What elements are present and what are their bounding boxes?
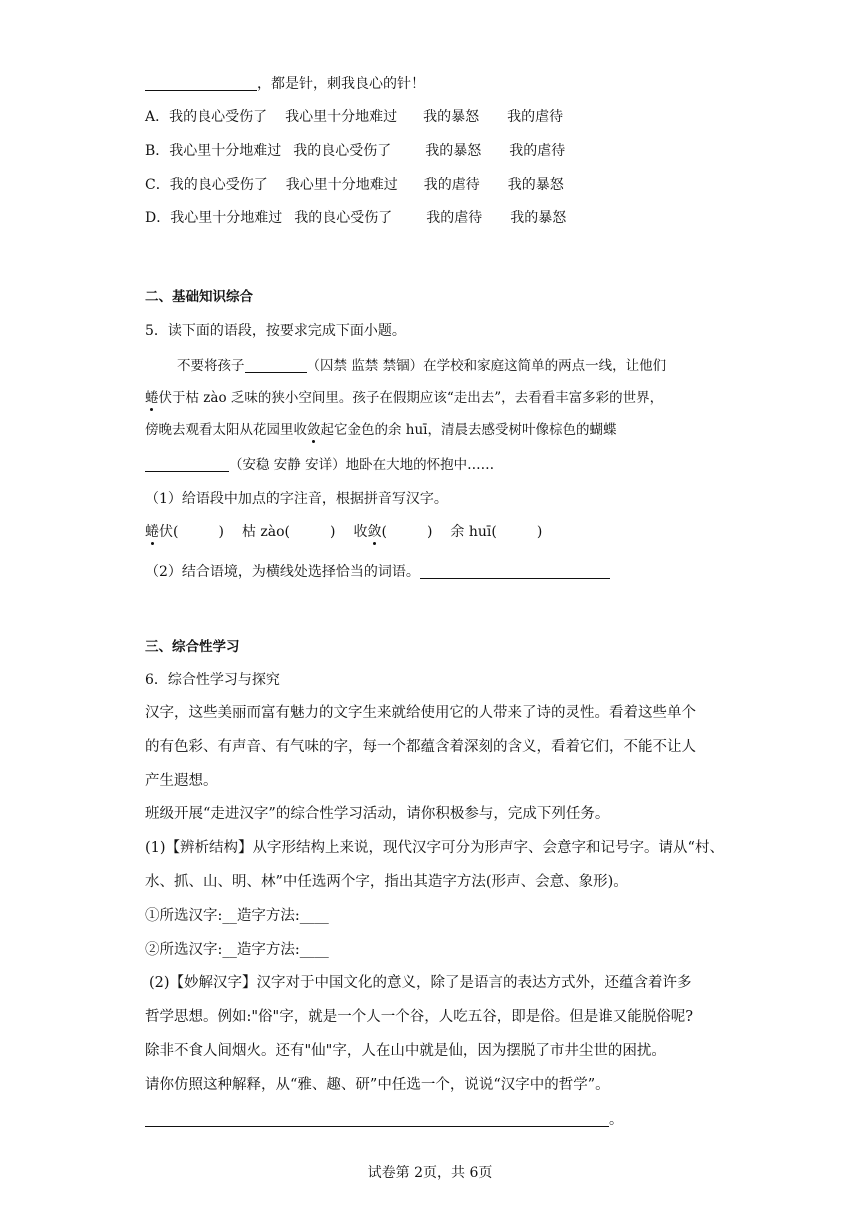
fill-close: ): [330, 524, 336, 540]
passage-text: （囚禁 监禁 禁锢）在学校和家庭这简单的两点一线，让他们: [306, 358, 667, 374]
option-c[interactable]: [145, 175, 564, 195]
section-2-title: 二、基础知识综合: [145, 289, 253, 305]
dotted-char: 敛: [307, 422, 321, 438]
option-item: 我的良心受伤了: [293, 143, 392, 159]
option-item: 我心里十分地难过: [285, 177, 398, 193]
option-item: 我的良心受伤了: [294, 210, 393, 226]
option-item: 我心里十分地难过: [285, 109, 398, 125]
option-item: 我的暴怒: [510, 210, 567, 226]
answer-1[interactable]: ①所选汉字:__造字方法:____: [145, 908, 329, 924]
q6-prompt: 6．综合性学习与探究: [145, 672, 280, 688]
option-item: 我的虐待: [426, 210, 483, 226]
q5-prompt: 5．读下面的语段，按要求完成下面小题。: [145, 323, 406, 339]
option-item: 我的虐待: [423, 177, 480, 193]
passage-blank-1[interactable]: [245, 358, 307, 373]
option-letter: D．: [145, 210, 171, 226]
passage-text: 不要将孩子: [177, 358, 245, 374]
option-item: 我的暴怒: [425, 143, 482, 159]
page-footer: 试卷第 2页，共 6页: [367, 1165, 493, 1181]
passage-line-4: [145, 455, 494, 475]
option-item: 我心里十分地难过: [170, 210, 283, 226]
passage-line-1: [177, 356, 666, 376]
sub-question-1: （1）给语段中加点的字注音，根据拼音写汉字。: [145, 491, 448, 507]
option-letter: B．: [145, 143, 170, 159]
option-item: 我的暴怒: [423, 109, 480, 125]
section-3-title: 三、综合性学习: [145, 639, 240, 655]
dotted-char: 敛: [367, 524, 382, 540]
option-item: 我心里十分地难过: [169, 143, 282, 159]
answer-blank[interactable]: [145, 76, 257, 91]
passage-text: 傍晚去观看太阳从花园里收: [145, 422, 307, 438]
fill-label: 收: [353, 524, 368, 540]
option-d[interactable]: [145, 208, 566, 228]
task-line: 班级开展“走进汉字”的综合性学习活动，请你积极参与，完成下列任务。: [145, 806, 610, 822]
intro-line-3: 产生遐想。: [145, 773, 218, 789]
task-1-line-2: 水、抓、山、明、林”中任选两个字，指出其造字方法(形声、会意、象形)。: [145, 874, 628, 890]
option-item: 我的暴怒: [507, 177, 564, 193]
task-2-line-2: 哲学思想。例如:"俗"字，就是一个人一个谷，人吃五谷，即是俗。但是谁又能脱俗呢?: [145, 1009, 693, 1025]
intro-line-1: 汉字，这些美丽而富有魅力的文字生来就给使用它的人带来了诗的灵性。看着这些单个: [145, 705, 696, 721]
option-b[interactable]: [145, 141, 565, 161]
intro-line-2: 的有色彩、有声音、有气味的字，每一个都蕴含着深刻的含义，看着它们，不能不让人: [145, 739, 696, 755]
option-item: 我的虐待: [509, 143, 566, 159]
option-a[interactable]: [145, 107, 563, 127]
q4-tail-text: ，都是针，刺我良心的针！: [257, 76, 425, 92]
answer-2[interactable]: ②所选汉字:__造字方法:____: [145, 942, 329, 958]
task-2-line-3: 除非不食人间烟火。还有"仙"字，人在山中就是仙，因为摆脱了市井尘世的困扰。: [145, 1043, 666, 1059]
option-item: 我的虐待: [507, 109, 564, 125]
pinyin-fill-line: [145, 522, 542, 542]
answer-blank[interactable]: [145, 1112, 609, 1127]
sub-question-2: [145, 562, 610, 582]
passage-line-2: [145, 388, 663, 408]
passage-text: 起它金色的余 huī，清晨去感受树叶像棕色的蝴蝶: [320, 422, 617, 438]
answer-blank[interactable]: [420, 564, 610, 579]
dotted-char: 蜷: [145, 390, 159, 406]
fill-close: ): [536, 524, 543, 540]
task-2-line-4: 请你仿照这种解释，从“雅、趣、研”中任选一个，说说“汉字中的哲学”。: [145, 1077, 610, 1093]
option-item: 我的良心受伤了: [169, 109, 268, 125]
task-2-line-1: (2)【妙解汉字】汉字对于中国文化的意义，除了是语言的表达方式外，还蕴含着许多: [149, 975, 692, 991]
passage-text: 伏于枯 zào 乏味的狭小空间里。孩子在假期应该“走出去”，去看看丰富多彩的世界，: [158, 390, 664, 406]
fill-label: (: [381, 524, 387, 540]
option-item: 我的良心受伤了: [169, 177, 268, 193]
fill-close: ): [218, 524, 224, 540]
option-letter: A．: [145, 109, 170, 125]
dotted-char: 蜷: [145, 524, 159, 540]
option-letter: C．: [145, 177, 170, 193]
passage-blank-2[interactable]: [145, 457, 229, 472]
q4-tail-line: [145, 74, 425, 94]
end-mark: 。: [609, 1112, 623, 1128]
task-1-line-1: (1)【辨析结构】从字形结构上来说，现代汉字可分为形声字、会意字和记号字。请从“村、: [145, 840, 724, 856]
fill-label: 余 huī(: [450, 524, 497, 540]
passage-line-3: [145, 420, 617, 440]
sub-question-text: （2）结合语境，为横线处选择恰当的词语。: [145, 564, 420, 580]
fill-close: ): [426, 524, 433, 540]
task-2-answer-line: [145, 1110, 623, 1130]
fill-label: 伏(: [159, 524, 179, 540]
fill-label: 枯 zào(: [241, 524, 291, 540]
passage-text: （安稳 安静 安详）地卧在大地的怀抱中……: [229, 457, 495, 473]
